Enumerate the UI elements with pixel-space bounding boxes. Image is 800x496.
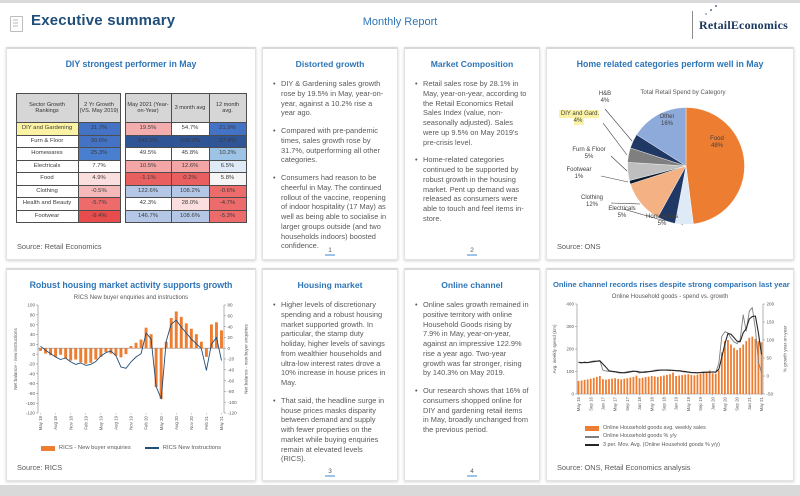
- svg-text:Net balance - new instructions: Net balance - new instructions: [13, 328, 18, 390]
- value-cell: 108.2%: [171, 185, 209, 198]
- svg-text:Sep 20: Sep 20: [734, 397, 740, 411]
- svg-text:May 18: May 18: [38, 416, 44, 431]
- bullet-item: • That said, the headline surge in house prices masks disparity between demand and supply with fewer properties on the market while buying enquiries remain at elevated levels (RICS).: [272, 396, 388, 464]
- rics-legend: [7, 445, 255, 451]
- value-cell: 5.8%: [209, 173, 246, 186]
- sector-growth-table: [16, 93, 247, 223]
- black-line-swatch: [585, 444, 599, 446]
- sector-label-cell: Health and Beauty: [16, 198, 78, 211]
- online-source: Source: ONS, Retail Economics analysis: [557, 463, 691, 472]
- value-cell: 45.8%: [171, 148, 209, 161]
- value-cell: 0.2%: [171, 173, 209, 186]
- table-row: [16, 185, 246, 198]
- svg-text:0: 0: [571, 391, 574, 397]
- sector-label-cell: Clothing: [16, 185, 78, 198]
- market-composition-title: Market Composition: [430, 59, 514, 69]
- value-cell: 4.9%: [78, 173, 120, 186]
- card-rics-chart[interactable]: [6, 268, 256, 481]
- value-cell: 122.6%: [125, 185, 171, 198]
- legend-item-moving-avg: 3 per. Mov. Avg. (Online Household goods % y/y): [585, 441, 793, 449]
- page-bottom-strip: [0, 485, 800, 496]
- pie-label-diy: DIY and Gard. 4%: [560, 111, 600, 125]
- card-online-channel[interactable]: [404, 268, 540, 481]
- table-row: [16, 135, 246, 148]
- table-header-cell: 12 month avg.: [209, 94, 246, 123]
- pie-chart-area: [547, 49, 793, 260]
- card-housing-market[interactable]: [262, 268, 398, 481]
- svg-text:-120: -120: [227, 410, 237, 416]
- pie-slice-food: [686, 108, 745, 225]
- pie-label-homewares: Homewares 5%: [645, 214, 678, 228]
- svg-text:100: 100: [566, 369, 574, 375]
- value-cell: 27.4%: [209, 135, 246, 148]
- bullet-item: • Online sales growth remained in positive territory with online Household Goods rising by 7.9% in May, year-on-year, against an impressive 122.9% rise a year ago. Two-year growth was far stronger, rising by 140.3% on May 2019.: [414, 300, 530, 378]
- card-pie-chart[interactable]: [546, 47, 794, 260]
- value-cell: 10.5%: [125, 160, 171, 173]
- svg-text:May 19: May 19: [685, 397, 691, 412]
- pie-subtitle: Total Retail Spend by Category: [640, 89, 726, 96]
- svg-text:-120: -120: [25, 410, 35, 416]
- report-subtitle: Monthly Report: [362, 16, 438, 28]
- svg-text:Jan 17: Jan 17: [600, 397, 606, 411]
- page-number-badge: 4: [405, 468, 539, 475]
- pie-label-hb: H&B 4%: [598, 91, 612, 105]
- svg-text:May 19: May 19: [98, 416, 104, 431]
- value-cell: 21.9%: [209, 123, 246, 136]
- svg-text:-50: -50: [766, 391, 774, 397]
- svg-text:-80: -80: [227, 389, 235, 395]
- table-row: [16, 148, 246, 161]
- card-online-chart[interactable]: [546, 268, 794, 481]
- value-cell: -0.6%: [209, 185, 246, 198]
- svg-text:Jan 20: Jan 20: [710, 397, 716, 411]
- bullet-item: • DIY & Gardening sales growth rose by 19.5% in May, year-on-year, against a 10.2% rise a year ago.: [272, 79, 388, 118]
- value-cell: 10.2%: [209, 148, 246, 161]
- online-channel-title: Online channel: [441, 280, 503, 290]
- svg-text:-20: -20: [28, 361, 35, 367]
- pie-label-footwear: Footwear 1%: [566, 167, 592, 181]
- bullet-item: • Home-related categories continued to be supported by robust growth in the housing market. Pent up demand was released as consumers were able to touch and feel items in-store.: [414, 155, 530, 223]
- svg-text:-60: -60: [28, 381, 35, 387]
- svg-text:Sep 16: Sep 16: [588, 397, 594, 411]
- pie-source: Source: ONS: [557, 242, 601, 251]
- page-number-badge: 1: [263, 247, 397, 254]
- svg-text:200: 200: [566, 346, 574, 352]
- orange-bar-swatch: [41, 446, 55, 451]
- gray-line-swatch: [585, 436, 599, 438]
- table-row: [16, 160, 246, 173]
- pie-card-title: Home related categories perform well in May: [576, 59, 764, 69]
- value-cell: 30.6%: [78, 135, 120, 148]
- sector-label-cell: Footwear: [16, 210, 78, 223]
- svg-text:Jan 19: Jan 19: [673, 397, 679, 411]
- online-channel-bullets: [414, 300, 530, 435]
- svg-text:Net balance - new buyer enquir: Net balance - new buyer enquiries: [243, 324, 249, 394]
- svg-text:May 18: May 18: [649, 397, 655, 412]
- svg-text:200: 200: [766, 301, 775, 307]
- navy-line-swatch: [145, 447, 159, 449]
- legend-item-instructions: RICS New Instructions: [145, 445, 221, 451]
- bullet-item: • Higher levels of discretionary spending and a robust housing market supported growth. In particular, the stamp duty holiday, higher levels of savings from wealthier households and ultra-low interest rates drove a 10% increase in house prices in May.: [272, 300, 388, 388]
- pie-label-other: Other 16%: [659, 114, 675, 128]
- svg-text:0: 0: [227, 345, 231, 351]
- card-grid: [6, 47, 794, 481]
- svg-text:-100: -100: [227, 399, 237, 405]
- value-cell: -4.7%: [209, 198, 246, 211]
- sector-label-cell: Electricals: [16, 160, 78, 173]
- value-cell: 31.7%: [78, 123, 120, 136]
- svg-text:% growth year-on-year: % growth year-on-year: [782, 325, 788, 373]
- svg-text:-80: -80: [28, 391, 35, 397]
- table-row: [16, 198, 246, 211]
- table-row: [16, 173, 246, 186]
- bullet-item: • Consumers had reason to be cheerful in May. The continued rollout of the vaccine, reopening of indoor hospitality (17 May) as well as being able to socialise in larger groups outside (and two households indoors) boosted confidence.: [272, 173, 388, 251]
- svg-text:40: 40: [227, 324, 233, 330]
- page-header: [0, 3, 800, 45]
- value-cell: 208.0%: [171, 135, 209, 148]
- sector-label-cell: Food: [16, 173, 78, 186]
- table-header-cell: Sector Growth Rankings: [16, 94, 78, 123]
- orange-bar-swatch: [585, 426, 599, 431]
- legend-item-weekly-sales: Online Household goods avg. weekly sales: [585, 424, 793, 432]
- svg-text:50: 50: [766, 355, 772, 361]
- svg-text:100: 100: [766, 337, 775, 343]
- card-sector-table[interactable]: [6, 47, 256, 260]
- card-distorted-growth[interactable]: [262, 47, 398, 260]
- page-title: Executive summary: [31, 12, 176, 29]
- value-cell: 28.0%: [171, 198, 209, 211]
- value-cell: 12.6%: [171, 160, 209, 173]
- svg-text:Avg. weekly spend (£m): Avg. weekly spend (£m): [552, 324, 557, 374]
- svg-text:Aug 20: Aug 20: [173, 416, 179, 430]
- rics-chart: [12, 301, 250, 443]
- svg-text:Jan 18: Jan 18: [637, 397, 643, 411]
- svg-text:Jan 21: Jan 21: [746, 397, 752, 411]
- pie-label-furn: Furn & Floor 5%: [572, 147, 606, 161]
- value-cell: 25.3%: [78, 148, 120, 161]
- table-row: [16, 210, 246, 223]
- value-cell: 49.5%: [125, 148, 171, 161]
- distorted-growth-title: Distorted growth: [295, 59, 365, 69]
- legend-item-enquiries: RICS - New buyer enquiries: [41, 445, 131, 451]
- svg-text:-60: -60: [227, 378, 235, 384]
- pie-label-food: Food 48%: [710, 136, 724, 150]
- svg-text:Aug 19: Aug 19: [113, 416, 119, 430]
- svg-text:80: 80: [29, 312, 35, 318]
- svg-text:May 21: May 21: [759, 397, 765, 412]
- svg-text:100: 100: [27, 302, 35, 308]
- value-cell: -9.4%: [78, 210, 120, 223]
- online-chart: [551, 300, 789, 422]
- sector-table-title: DIY strongest performer in May: [65, 59, 197, 69]
- page-number-badge: 3: [263, 468, 397, 475]
- housing-market-bullets: [272, 300, 388, 464]
- value-cell: 42.3%: [125, 198, 171, 211]
- svg-text:400: 400: [566, 301, 574, 307]
- value-cell: 249.9%: [125, 135, 171, 148]
- svg-text:150: 150: [766, 319, 775, 325]
- svg-text:0: 0: [32, 351, 35, 357]
- svg-text:May 20: May 20: [158, 416, 164, 431]
- value-cell: 19.5%: [125, 123, 171, 136]
- svg-text:Nov 18: Nov 18: [68, 416, 74, 430]
- pie-label-electricals: Electricals 5%: [608, 206, 636, 220]
- svg-text:May 16: May 16: [576, 397, 582, 412]
- value-cell: -5.7%: [78, 198, 120, 211]
- online-legend: [585, 424, 793, 449]
- market-composition-bullets: [414, 79, 530, 224]
- svg-text:May 17: May 17: [612, 397, 618, 412]
- svg-text:Feb 20: Feb 20: [143, 416, 149, 430]
- svg-text:Feb 19: Feb 19: [83, 416, 89, 430]
- rics-chart-title: RICS New buyer enquiries and instructions: [73, 295, 189, 301]
- svg-text:May 20: May 20: [722, 397, 728, 412]
- svg-text:Aug 18: Aug 18: [53, 416, 59, 430]
- svg-text:20: 20: [227, 335, 233, 341]
- svg-text:May 21: May 21: [219, 416, 225, 431]
- value-cell: 6.5%: [209, 160, 246, 173]
- table-row: [16, 123, 246, 136]
- svg-text:Nov 19: Nov 19: [128, 416, 134, 430]
- value-cell: -1.1%: [125, 173, 171, 186]
- bullet-item: • Compared with pre-pandemic times, sales growth rose by 31.7%, outperforming all other categories.: [272, 126, 388, 165]
- svg-text:-20: -20: [227, 356, 235, 362]
- retail-economics-logo: [692, 11, 788, 39]
- value-cell: 108.6%: [171, 210, 209, 223]
- card-market-composition[interactable]: [404, 47, 540, 260]
- svg-text:20: 20: [29, 341, 35, 347]
- value-cell: 146.7%: [125, 210, 171, 223]
- svg-text:60: 60: [29, 322, 35, 328]
- rics-source: Source: RICS: [17, 463, 63, 472]
- housing-market-title: Housing market: [297, 280, 363, 290]
- sector-label-cell: Homewares: [16, 148, 78, 161]
- svg-text:-40: -40: [227, 367, 235, 373]
- svg-text:Sep 19: Sep 19: [698, 397, 704, 411]
- svg-text:Sep 18: Sep 18: [661, 397, 667, 411]
- bullet-item: • Retail sales rose by 28.1% in May, year-on-year, according to the Retail Economics Retail Sales Index (value, non-seasonally adjusted). Sales were up 9.5% on May 2019's pre-crisis level.: [414, 79, 530, 147]
- pie-label-clothing: Clothing 12%: [580, 195, 603, 209]
- svg-text:Feb 21: Feb 21: [204, 416, 210, 430]
- svg-text:0: 0: [766, 373, 770, 379]
- legend-item-yoy: Online Household goods % y/y: [585, 432, 793, 440]
- svg-text:60: 60: [227, 313, 233, 319]
- svg-text:Sep 17: Sep 17: [624, 397, 630, 411]
- svg-text:-40: -40: [28, 371, 35, 377]
- bullet-item: • Our research shows that 16% of consumers shopped online for DIY and gardening retail items in May, broadly unchanged from the previous period.: [414, 386, 530, 435]
- sector-label-cell: DIY and Gardening: [16, 123, 78, 136]
- page-number-badge: 2: [405, 247, 539, 254]
- value-cell: 7.7%: [78, 160, 120, 173]
- value-cell: 54.7%: [171, 123, 209, 136]
- table-header-cell: 2 Yr Growth (VS. May 2019): [78, 94, 120, 123]
- online-card-title: Online channel records rises despite strong comparison last year: [553, 280, 790, 289]
- table-header-cell: May 2021 (Year-on-Year): [125, 94, 171, 123]
- value-cell: -5.3%: [209, 210, 246, 223]
- sector-table-source: Source: Retail Economics: [17, 242, 102, 251]
- logo-text: RetailEconomics: [699, 17, 788, 32]
- distorted-growth-bullets: [272, 79, 388, 251]
- svg-text:Nov 20: Nov 20: [188, 416, 194, 430]
- rics-card-title: Robust housing market activity supports growth: [29, 280, 233, 290]
- svg-text:-100: -100: [25, 400, 35, 406]
- value-cell: -0.5%: [78, 185, 120, 198]
- sector-label-cell: Furn & Floor: [16, 135, 78, 148]
- svg-text:40: 40: [29, 332, 35, 338]
- svg-text:300: 300: [566, 324, 574, 330]
- table-header-cell: 3 month avg: [171, 94, 209, 123]
- online-chart-title: Online Household goods - spend vs. growth: [611, 294, 729, 300]
- svg-text:80: 80: [227, 302, 233, 308]
